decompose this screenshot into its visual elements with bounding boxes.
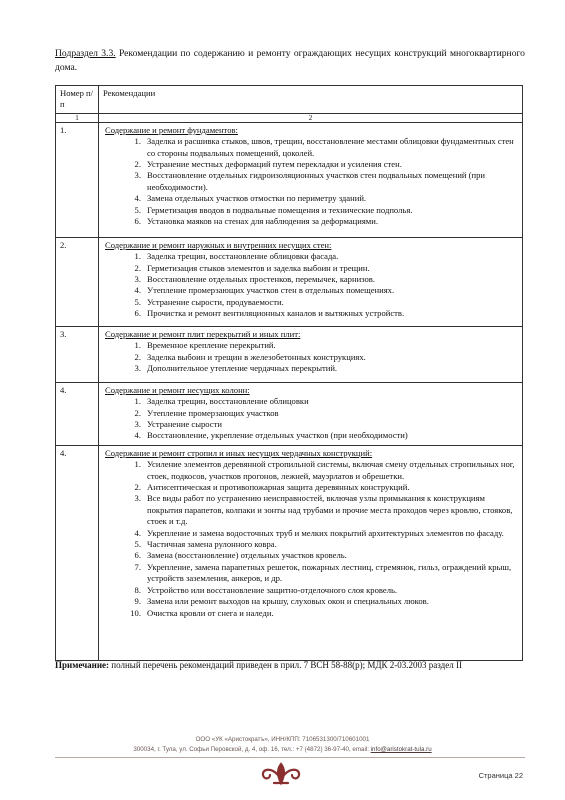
item-list <box>103 396 518 442</box>
list-item <box>125 408 518 419</box>
item-list <box>103 340 518 374</box>
list-item-text: Замена (восстановление) отдельных участков кровель. <box>147 550 347 561</box>
footer-address-text: 300034, г. Тула, ул. Софьи Перовской, д. 4, оф. 16, тел.: +7 (4872) 36-97-40, email: <box>133 746 371 753</box>
list-item-text: Все виды работ по устранению неисправностей, включая узлы примыкания к конструкциям покрытия парапетов, колпаки и зонты над трубами и прочие места проходов через кровлю, стояков, стоек и т.д. <box>147 493 513 527</box>
list-item-number: 2. <box>134 262 141 273</box>
list-item-number: 1. <box>134 340 141 351</box>
list-item <box>125 205 518 216</box>
list-item <box>125 396 518 407</box>
row-content <box>99 122 523 237</box>
item-list <box>103 136 518 227</box>
note-text: полный перечень рекомендаций приведен в прил. 7 ВСН 58-88(р); МДК 2-03.2003 раздел II <box>109 660 462 670</box>
row-number: 1. <box>56 122 99 237</box>
list-item-number: 5. <box>134 204 141 215</box>
list-item-number: 7. <box>134 561 141 572</box>
list-item-text: Усиление элементов деревянной стропильной системы, включая смену отдельных стропильных ног, стоек, подкосов, участков прогонов, лежней, мауэрлатов и обрешетки. <box>147 459 515 481</box>
list-item-number: 3. <box>134 363 141 374</box>
item-list <box>103 251 518 319</box>
list-item-text: Восстановление, укрепление отдельных участков (при необходимости) <box>147 430 408 441</box>
list-item <box>125 482 518 493</box>
note-label: Примечание: <box>55 660 110 670</box>
list-item-number: 3. <box>134 493 141 504</box>
section-title: Содержание и ремонт фундаментов: <box>105 124 238 135</box>
list-item-text: Очистка кровли от снега и наледи. <box>147 607 274 618</box>
list-item-number: 9. <box>134 596 141 607</box>
list-item-text: Устранение сырости <box>147 419 222 430</box>
footer-company: ООО «УК «Аристократъ», ИНН/КПП: 7106531300/710601001 <box>195 736 370 743</box>
list-item-text: Дополнительное утепление чердачных перекрытий. <box>147 363 338 374</box>
table-row <box>56 382 523 445</box>
list-item <box>125 308 518 319</box>
list-item-text: Антисептическая и противопожарная защита деревянных конструкций. <box>147 482 410 493</box>
list-item-number: 1. <box>134 136 141 147</box>
footer-address <box>0 746 565 753</box>
recommendations-table <box>55 85 523 661</box>
list-item-number: 2. <box>134 159 141 170</box>
list-item-number: 3. <box>134 170 141 181</box>
list-item <box>125 263 518 274</box>
subsection-label: Подраздел 3.3. <box>55 48 116 59</box>
list-item-number: 2. <box>134 351 141 362</box>
list-item-text: Заделка трещин, восстановление облицовки фасада. <box>147 251 339 262</box>
page-number: Страница 22 <box>478 771 523 780</box>
footer-email-link[interactable]: info@aristokrat-tula.ru <box>370 746 432 753</box>
index-col-2: 2 <box>99 113 523 122</box>
list-item <box>125 136 518 159</box>
table-row <box>56 326 523 382</box>
section-title: Содержание и ремонт наружных и внутренних несущих стен: <box>105 239 332 250</box>
list-item-number: 1. <box>134 396 141 407</box>
list-item-text: Утепление промерзающих участков стен в отдельных помещениях. <box>147 285 395 296</box>
list-item-number: 5. <box>134 539 141 550</box>
list-item-number: 1. <box>134 251 141 262</box>
list-item <box>125 430 518 441</box>
list-item-number: 10. <box>130 607 141 618</box>
list-item-number: 6. <box>134 550 141 561</box>
item-list <box>103 459 518 619</box>
list-item <box>125 539 518 550</box>
row-number: 4. <box>56 445 99 660</box>
fleur-ornament-icon <box>257 761 305 787</box>
list-item-number: 3. <box>134 419 141 430</box>
list-item-text: Герметизация стыков элементов и заделка выбоин и трещин. <box>147 262 370 273</box>
table-row <box>56 237 523 326</box>
section-heading <box>55 47 525 75</box>
row-content <box>99 326 523 382</box>
header-number: Номер п/п <box>56 86 99 114</box>
list-item <box>125 596 518 607</box>
note <box>55 659 525 671</box>
list-item <box>125 352 518 363</box>
section-title: Содержание и ремонт стропил и иных несущих чердачных конструкций: <box>105 447 373 458</box>
row-number: 3. <box>56 326 99 382</box>
list-item-number: 4. <box>134 430 141 441</box>
list-item <box>125 585 518 596</box>
list-item-number: 4. <box>134 527 141 538</box>
list-item-number: 5. <box>134 296 141 307</box>
list-item-text: Восстановление отдельных гидроизоляционных участков стен подвальных помещений (при необходимости). <box>147 170 486 192</box>
list-item-text: Укрепление и замена водосточных труб и мелких покрытий архитектурных элементов по фасаду. <box>147 527 504 538</box>
section-title: Содержание и ремонт несущих колонн: <box>105 384 250 395</box>
header-recommendations: Рекомендации <box>99 86 523 114</box>
subsection-title: Рекомендации по содержанию и ремонту ограждающих несущих конструкций многоквартирного дома. <box>55 48 525 73</box>
list-item-number: 6. <box>134 308 141 319</box>
list-item <box>125 297 518 308</box>
list-item-text: Заделка выбоин и трещин в железобетонных конструкциях. <box>147 351 366 362</box>
list-item-text: Временное крепление перекрытий. <box>147 340 276 351</box>
list-item <box>125 170 518 193</box>
row-content <box>99 445 523 660</box>
footer-divider <box>55 757 525 758</box>
row-number: 4. <box>56 382 99 445</box>
list-item-number: 8. <box>134 584 141 595</box>
list-item-number: 2. <box>134 407 141 418</box>
index-col-1: 1 <box>56 113 99 122</box>
section-title: Содержание и ремонт плит перекрытий и иных плит: <box>105 328 301 339</box>
list-item <box>125 493 518 527</box>
list-item-text: Восстановление отдельных простенков, перемычек, карнизов. <box>147 274 376 285</box>
list-item-text: Заделка трещин, восстановление облицовки <box>147 396 309 407</box>
row-content <box>99 237 523 326</box>
list-item-text: Устранение сырости, продуваемости. <box>147 296 284 307</box>
list-item-text: Заделка и расшивка стыков, швов, трещин, восстановление местами облицовки фундаментных стен со стороны подвальных помещений, цоколей. <box>147 136 514 158</box>
list-item <box>125 193 518 204</box>
list-item <box>125 216 518 227</box>
list-item-text: Устранение местных деформаций путем перекладки и усиления стен. <box>147 159 402 170</box>
list-item-number: 4. <box>134 285 141 296</box>
table-header-row <box>56 86 523 114</box>
list-item <box>125 274 518 285</box>
list-item <box>125 363 518 374</box>
row-content <box>99 382 523 445</box>
list-item-text: Устройство или восстановление защитно-отделочного слоя кровель. <box>147 584 398 595</box>
list-item-text: Частичная замена рулонного ковра. <box>147 539 277 550</box>
list-item-number: 4. <box>134 193 141 204</box>
list-item <box>125 608 518 619</box>
list-item <box>125 159 518 170</box>
table-index-row <box>56 113 523 122</box>
list-item-text: Герметизация вводов в подвальные помещения и технические подполья. <box>147 204 413 215</box>
list-item <box>125 419 518 430</box>
list-item <box>125 251 518 262</box>
list-item <box>125 528 518 539</box>
list-item <box>125 285 518 296</box>
list-item-number: 6. <box>134 216 141 227</box>
list-item-text: Утепление промерзающих участков <box>147 407 279 418</box>
list-item <box>125 459 518 482</box>
list-item-text: Прочистка и ремонт вентиляционных каналов и вытяжных устройств. <box>147 308 405 319</box>
row-number: 2. <box>56 237 99 326</box>
list-item-text: Укрепление, замена парапетных решеток, пожарных лестниц, стремянок, гильз, ограждений крыш, устройств заземления, анкеров, и др. <box>147 561 512 584</box>
list-item <box>125 550 518 561</box>
list-item-number: 3. <box>134 274 141 285</box>
list-item-text: Замена отдельных участков отмостки по периметру зданий. <box>147 193 367 204</box>
table-row <box>56 122 523 237</box>
list-item <box>125 340 518 351</box>
list-item-text: Замена или ремонт выходов на крышу, слуховых окон и специальных люков. <box>147 596 429 607</box>
list-item <box>125 562 518 585</box>
list-item-number: 2. <box>134 482 141 493</box>
list-item-number: 1. <box>134 459 141 470</box>
list-item-text: Установка маяков на стенах для наблюдения за деформациями. <box>147 216 378 227</box>
table-row <box>56 445 523 660</box>
